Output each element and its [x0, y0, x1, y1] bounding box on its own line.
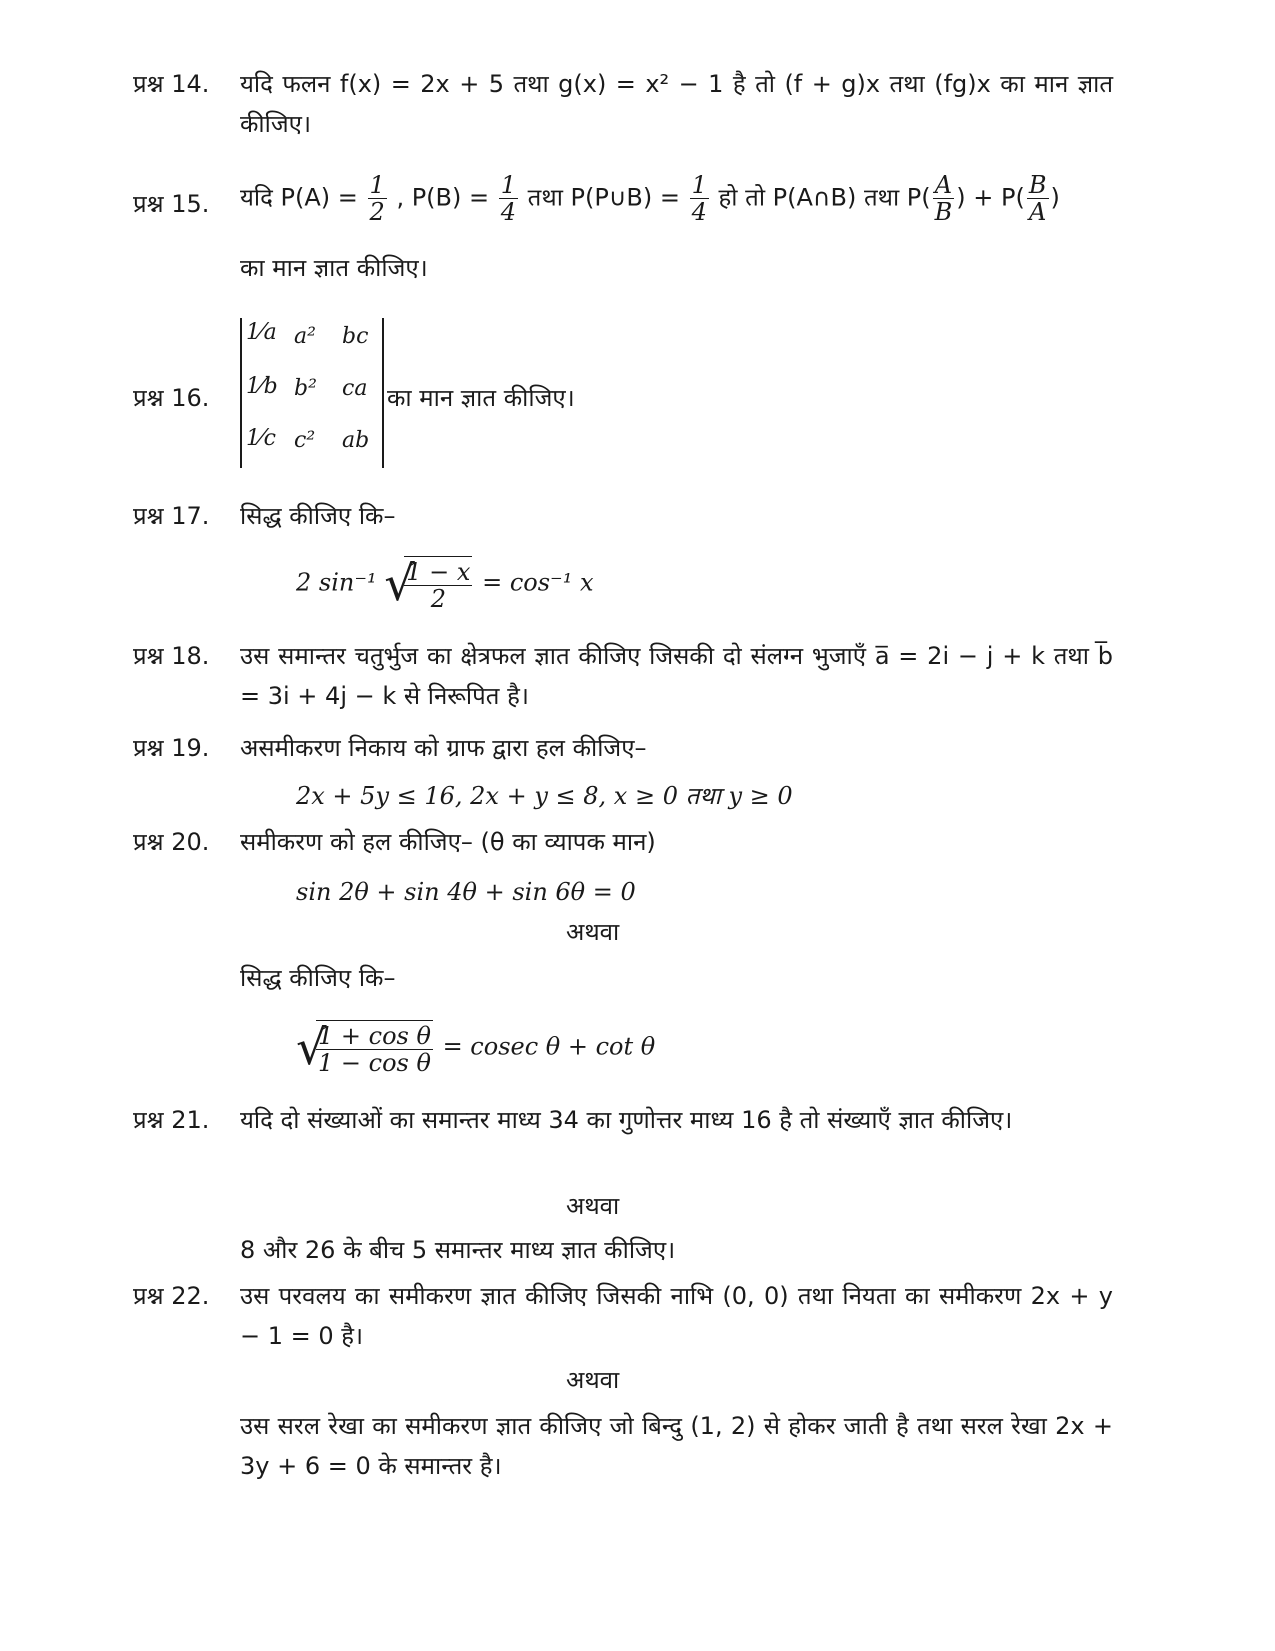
equation [296, 556, 594, 612]
square-root [384, 556, 474, 612]
denominator: 4 [691, 198, 707, 226]
det-cell: 1⁄b [246, 374, 278, 399]
question-text: का मान ज्ञात कीजिए। [240, 254, 428, 282]
question-number: प्रश्न 14. [133, 70, 210, 98]
numerator: 1 [691, 171, 707, 199]
question-text: उस सरल रेखा का समीकरण ज्ञात कीजिए जो बिन्दु (1, 2) से होकर जाती है तथा सरल रेखा 2x + 3y + 6 = 0 के समान्तर है। [240, 1412, 1113, 1480]
formula-text: तथा P(P∪B) = [527, 183, 680, 212]
numerator: A [933, 172, 955, 199]
question-number: प्रश्न 20. [133, 828, 210, 856]
question-20 [133, 822, 1113, 862]
question-text: का मान ज्ञात कीजिए। [387, 384, 575, 412]
question-number: प्रश्न 18. [133, 642, 210, 670]
formula-text: हो तो P(A∩B) तथा P [718, 183, 922, 212]
det-cell: b² [294, 376, 317, 401]
question-text: समीकरण को हल कीजिए– (θ का व्यापक मान) [240, 828, 656, 856]
question-22-alternative [133, 1406, 1113, 1490]
det-cell: ca [342, 376, 368, 401]
question-text: सिद्ध कीजिए कि– [240, 964, 396, 992]
equation-lhs: 2 sin⁻¹ [296, 568, 377, 597]
question-17 [133, 496, 1113, 536]
equation: sin 2θ + sin 4θ + sin 6θ = 0 [296, 878, 636, 906]
numerator: 1 [369, 171, 385, 199]
question-number: प्रश्न 19. [133, 734, 210, 762]
equation-rhs: = cosec θ + cot θ [442, 1032, 656, 1061]
question-14 [133, 64, 1113, 148]
det-cell: ab [342, 428, 370, 453]
determinant [240, 318, 384, 468]
numerator: B [1028, 171, 1047, 199]
question-text: 8 और 26 के बीच 5 समान्तर माध्य ज्ञात कीजिए। [240, 1236, 676, 1264]
question-text: यदि फलन f(x) = 2x + 5 तथा g(x) = x² − 1 है तो (f + g)x तथा (fg)x का मान ज्ञात कीजिए। [240, 70, 1113, 138]
denominator: A [1029, 198, 1047, 226]
question-22 [133, 1276, 1113, 1360]
question-number: प्रश्न 17. [133, 502, 210, 530]
denominator: 1 − cos θ [318, 1049, 431, 1077]
det-cell: 1⁄c [246, 426, 276, 451]
question-text: सिद्ध कीजिए कि– [240, 502, 396, 530]
question-text: असमीकरण निकाय को ग्राफ द्वारा हल कीजिए– [240, 734, 647, 762]
or-label: अथवा [566, 1192, 620, 1220]
denominator: 2 [369, 198, 385, 226]
numerator: √ 1 − x [406, 558, 471, 586]
numerator: √ 1 + cos θ [318, 1022, 431, 1050]
denominator: B [934, 198, 953, 226]
equation [296, 1020, 655, 1076]
det-cell: c² [294, 428, 316, 453]
or-label: अथवा [566, 918, 620, 946]
denominator: 2 [430, 585, 446, 613]
fraction [404, 556, 472, 612]
formula-text: + P [973, 183, 1016, 212]
question-19 [133, 728, 1113, 768]
det-cell: bc [342, 324, 369, 349]
denominator: 4 [500, 198, 517, 226]
question-text: उस समान्तर चतुर्भुज का क्षेत्रफल ज्ञात कीजिए जिसकी दो संलग्न भुजाएँ a̅ = 2i − j + k तथा b̅ = 3i + 4j − k से निरूपित है। [240, 642, 1113, 710]
fraction [368, 172, 387, 225]
equation-rhs: = cos⁻¹ x [482, 568, 594, 597]
question-number: प्रश्न 16. [133, 384, 210, 412]
question-number: प्रश्न 22. [133, 1282, 210, 1310]
fraction [316, 1020, 433, 1076]
det-cell: 1⁄a [246, 320, 277, 345]
fraction [690, 172, 709, 225]
fraction [1027, 172, 1049, 225]
question-15 [133, 172, 1113, 292]
fraction [933, 172, 955, 225]
question-number: प्रश्न 15. [133, 190, 210, 218]
formula-text: , P(B) = [396, 183, 490, 212]
question-text: यदि दो संख्याओं का समान्तर माध्य 34 का गुणोत्तर माध्य 16 है तो संख्याएँ ज्ञात कीजिए। [240, 1106, 1013, 1134]
question-number: प्रश्न 21. [133, 1106, 210, 1134]
formula-text: यदि P(A) = [240, 183, 358, 212]
or-label: अथवा [566, 1366, 620, 1394]
question-18 [133, 636, 1113, 720]
equation: 2x + 5y ≤ 16, 2x + y ≤ 8, x ≥ 0 तथा y ≥ 0 [296, 782, 793, 810]
square-root [296, 1020, 435, 1076]
question-21 [133, 1100, 1113, 1184]
fraction [499, 172, 518, 225]
det-cell: a² [294, 324, 316, 349]
question-formula: यदि P(A) = $\frac{1}{2}$ , P(B) = $\frac{1}{4}$ तथा P(P∪B) = $\frac{1}{4}$ हो तो P(A∩B) तथा P( $\frac{A}{B}$ ) + P( $\frac{B}{A}$ ) [240, 171, 1060, 226]
numerator: 1 [500, 171, 517, 199]
question-text: उस परवलय का समीकरण ज्ञात कीजिए जिसकी नाभि (0, 0) तथा नियता का समीकरण 2x + y − 1 = 0 है। [240, 1282, 1113, 1350]
